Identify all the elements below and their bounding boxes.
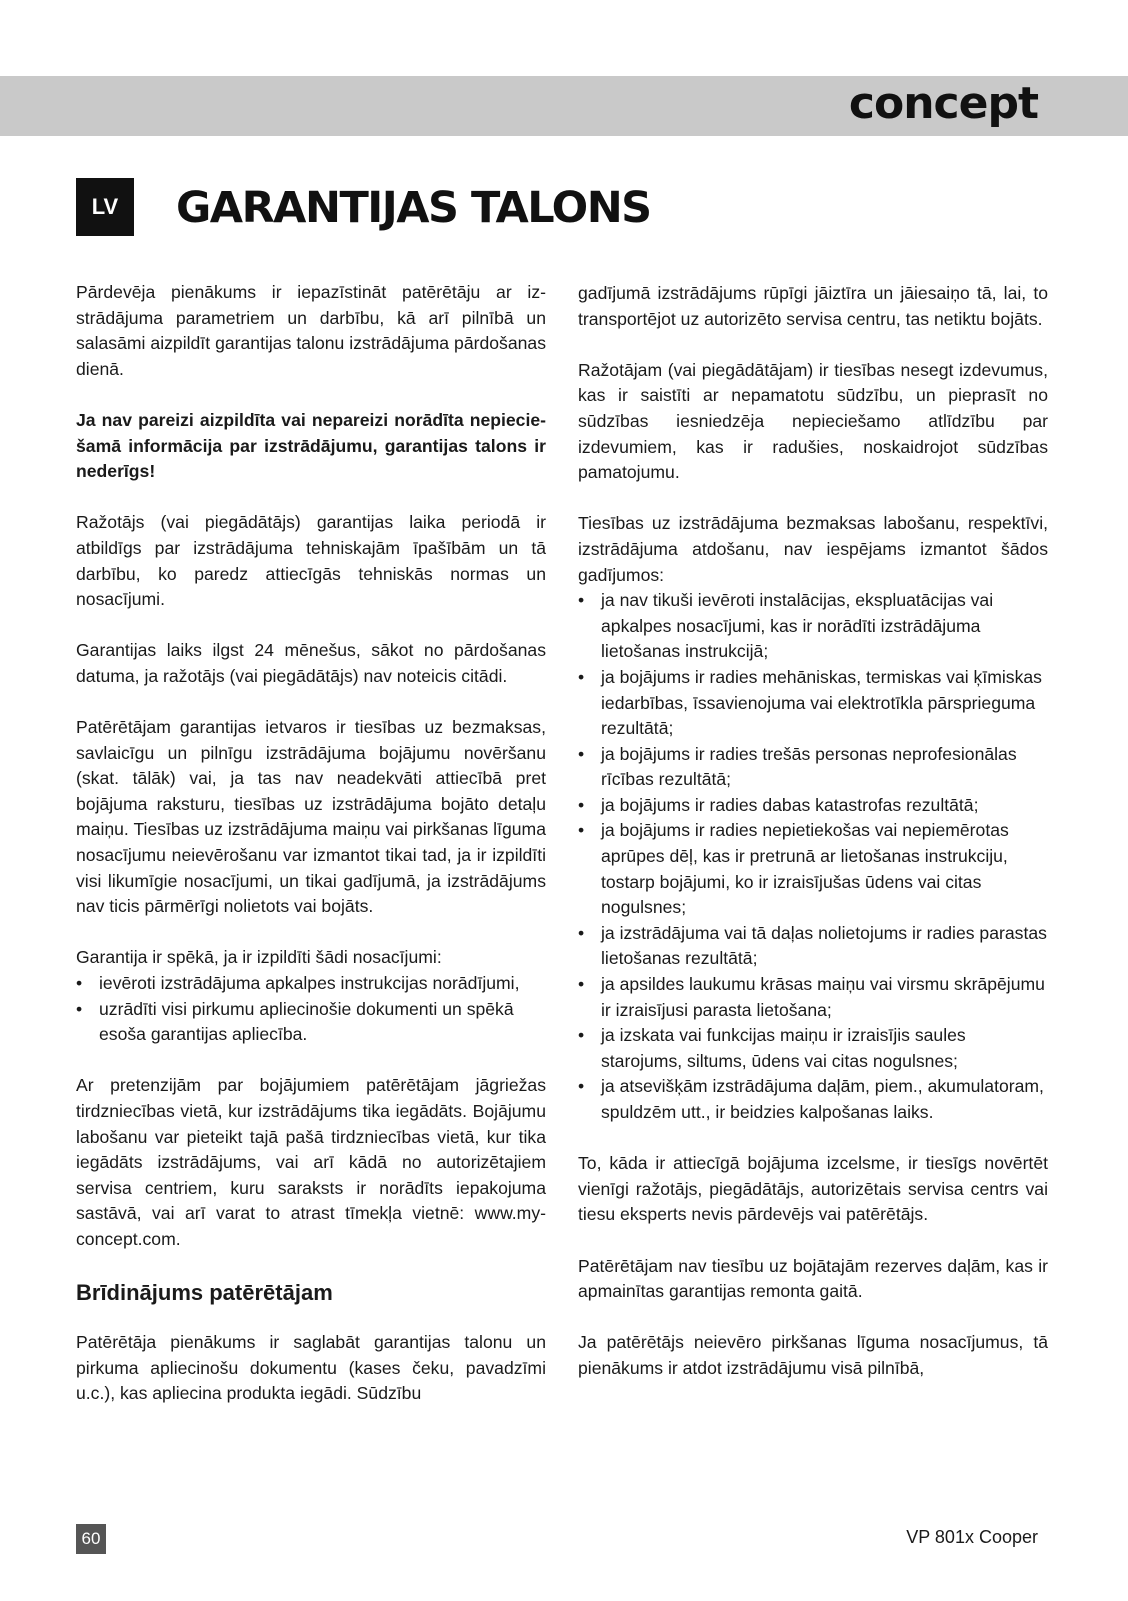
- paragraph: Ražotājam (vai piegādātājam) ir tiesības nesegt izdevumus, kas ir saistīti ar nepamatotu sūdzību, un pieprasīt no sūdzības iesniedzēja nepieciešamo atlīdzību par izdevumiem, kas ir radušies, noskaidrojot sūdzības pamatojumu.: [578, 359, 1048, 483]
- brand-logo: concept: [848, 78, 1038, 129]
- list-item: • ja bojājums ir radies dabas katastrofas rezultātā;: [578, 793, 1048, 819]
- language-badge: LV: [76, 178, 134, 236]
- exclusions-list: [578, 588, 1048, 1125]
- list-item: • ja apsildes laukumu krāsas maiņu vai virsmu skrāpējumu ir izraisījusi parasta lietošana;: [578, 972, 1048, 1023]
- exclusions-intro: Tiesības uz izstrādājuma bezmaksas labošanu, respektīvi, izstrādājuma atdošanu, nav iespējams izmantot šādos gadījumos:: [578, 513, 1048, 585]
- right-column: [578, 281, 1048, 1407]
- page-number: 60: [76, 1524, 106, 1554]
- list-item: • ja izstrādājuma vai tā daļas nolietojums ir radies parastas lietošanas rezultātā;: [578, 921, 1048, 972]
- list-item: • ja nav tikuši ievēroti instalācijas, ekspluatācijas vai apkalpes nosacījumi, kas ir norādīti izstrādājuma lietošanas instrukcijā;: [578, 588, 1048, 665]
- paragraph: Pārdevēja pienākums ir iepazīstināt patērētāju ar izstrādājuma parametriem un darbību, kā arī pilnībā un salasāmi aizpildīt garantijas talonu izstrādājuma pārdošanas dienā.: [76, 282, 546, 379]
- paragraph: To, kāda ir attiecīgā bojājuma izcelsme, ir tiesīgs novērtēt vienīgi ražotājs, piegādātājs, autorizētais servisa centrs vai tiesu eksperts nevis pārdevējs vai patērētājs.: [578, 1153, 1048, 1225]
- conditions-intro: Garantija ir spēkā, ja ir izpildīti šādi nosacījumi:: [76, 947, 442, 968]
- conditions-list: [76, 971, 546, 1048]
- list-item: • ievēroti izstrādājuma apkalpes instrukcijas norādījumi,: [76, 971, 546, 997]
- warning-paragraph: Ja nav pareizi aizpildīta vai nepareizi norādīta nepieciešamā informācija par izstrādājumu, garantijas talons ir nederīgs!: [76, 409, 546, 482]
- model-name: VP 801x Cooper: [906, 1527, 1038, 1547]
- paragraph: Ar pretenzijām par bojājumiem patērētājam jāgriežas tirdzniecības vietā, kur izstrādājums tika iegādāts. Bojājumu labošanu var pieteikt tajā pašā tirdzniecības vietā, kur tika iegādāts izstrādājums, vai arī kādā no autorizētajiem servisa centriem, kuru saraksts ir norādīts iepakojuma sastāvā, vai arī varat to atrast tīmekļa vietnē: www.my-concept.com.: [76, 1075, 546, 1249]
- list-item: • uzrādīti visi pirkumu apliecinošie dokumenti un spēkā esoša garantijas apliecība.: [76, 997, 546, 1048]
- section-heading: Brīdinājums patērētājam: [76, 1280, 333, 1306]
- paragraph: Patērētājam nav tiesību uz bojātajām rezerves daļām, kas ir apmainītas garantijas remonta gaitā.: [578, 1255, 1048, 1302]
- paragraph: Ja patērētājs neievēro pirkšanas līguma nosacījumus, tā pienākums ir atdot izstrādājumu visā pilnībā,: [578, 1332, 1048, 1378]
- page-title: GARANTIJAS TALONS: [176, 183, 651, 233]
- list-item: • ja bojājums ir radies trešās personas neprofesionālas rīcības rezultātā;: [578, 742, 1048, 793]
- list-item: • ja bojājums ir radies nepietiekošas vai nepiemērotas aprūpes dēļ, kas ir pretrunā ar lietošanas instrukciju, tostarp bojājumi, ko ir izraisījušas ūdens vai citas nogulsnes;: [578, 818, 1048, 920]
- paragraph: Ražotājs (vai piegādātājs) garantijas laika periodā ir atbildīgs par izstrādājuma tehniskajām īpašībām un tā darbību, ko paredz attiecīgās tehniskās normas un nosacījumi.: [76, 512, 546, 610]
- list-item: • ja atsevišķām izstrādājuma daļām, piem., akumulatoram, spuldzēm utt., ir beidzies kalpošanas laiks.: [578, 1074, 1048, 1125]
- list-item: • ja bojājums ir radies mehāniskas, termiskas vai ķīmiskas iedarbības, īssavienojuma vai elektrotīkla pārsprieguma rezultātā;: [578, 665, 1048, 742]
- paragraph: gadījumā izstrādājums rūpīgi jāiztīra un jāiesaiņo tā, lai, to transportējot uz autorizēto servisa centru, tas netiktu bojāts.: [578, 283, 1048, 329]
- paragraph: Garantijas laiks ilgst 24 mēnešus, sākot no pārdošanas datuma, ja ražotājs (vai piegādātājs) nav noteicis citādi.: [76, 640, 546, 686]
- left-column: [76, 280, 546, 1433]
- paragraph: Patērētājam garantijas ietvaros ir tiesības uz bezmaksas, savlaicīgu un pilnīgu izstrādājuma bojājumu novēršanu (skat. tālāk) vai, ja tas nav neadekvāti attiecībā pret bojājuma raksturu, tiesības uz izstrādājuma bojāto detaļu maiņu. Tiesības uz izstrādājuma maiņu vai pirkšanas līguma nosacījumu neievērošanu var izmantot tikai tad, ja ir izpildīti visi likumīgie nosacījumi, un tikai gadījumā, ja izstrādājums nav ticis pārmērīgi nolietots vai bojāts.: [76, 717, 546, 917]
- list-item: • ja izskata vai funkcijas maiņu ir izraisījis saules starojums, siltums, ūdens vai citas nogulsnes;: [578, 1023, 1048, 1074]
- paragraph: Patērētāja pienākums ir saglabāt garantijas talonu un pirkuma apliecinošu dokumentu (kases čeku, pavadzīmi u.c.), kas apliecina produkta iegādi. Sūdzību: [76, 1332, 546, 1404]
